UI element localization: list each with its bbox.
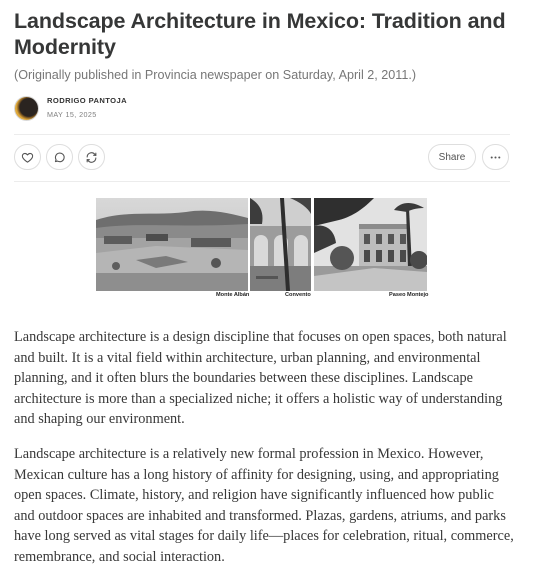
- like-button[interactable]: [14, 144, 41, 170]
- restack-button[interactable]: [78, 144, 105, 170]
- divider-top: [14, 134, 510, 135]
- figure-caption: Monte Albán: [216, 292, 250, 298]
- publish-date: MAY 15, 2025: [47, 109, 97, 119]
- comment-icon: [53, 151, 66, 164]
- photo-convento: [250, 198, 311, 291]
- photo-monte-alban: [96, 198, 248, 291]
- author-name[interactable]: RODRIGO PANTOJA: [47, 95, 127, 105]
- share-button[interactable]: Share: [428, 144, 476, 170]
- figure-caption: Convento: [285, 292, 311, 298]
- body-paragraph: Landscape architecture is a design discipline that focuses on open spaces, both natural and built. It is a vital field within architecture, urban planning, and environmental planning, and it often blurs the boundaries between these disciplines. Landscape architecture is more than a specialized niche; it offers a holistic way of understanding and shaping our environment.: [14, 329, 507, 428]
- article-subtitle: (Originally published in Provincia newspaper on Saturday, April 2, 2011.): [14, 68, 417, 82]
- divider-bottom: [14, 181, 510, 182]
- post-actions: [14, 144, 510, 170]
- author-block: [47, 96, 127, 121]
- body-paragraph: Landscape architecture is a relatively new formal profession in Mexico. However, Mexican culture has a long history of affinity for designing, using, and appropriating open spaces. Climate, history, and religion have significantly influenced how public and outdoor spaces are inhabited and transformed. Plazas, gardens, atriums, and parks have long served as vital stages for daily life—places for celebration, ritual, commerce, remembrance, and social interaction.: [14, 446, 514, 565]
- author-avatar[interactable]: [14, 96, 39, 121]
- photo-paseo-montejo: [314, 198, 427, 291]
- comment-button[interactable]: [46, 144, 73, 170]
- heart-icon: [21, 151, 34, 164]
- more-options-button[interactable]: [482, 144, 509, 170]
- more-icon: [489, 151, 502, 164]
- article-title: Landscape Architecture in Mexico: Tradition and Modernity: [14, 9, 506, 59]
- figure-caption: Paseo Montejo: [389, 292, 429, 298]
- byline: [14, 95, 127, 121]
- restack-icon: [85, 151, 98, 164]
- article-figure: [96, 198, 427, 302]
